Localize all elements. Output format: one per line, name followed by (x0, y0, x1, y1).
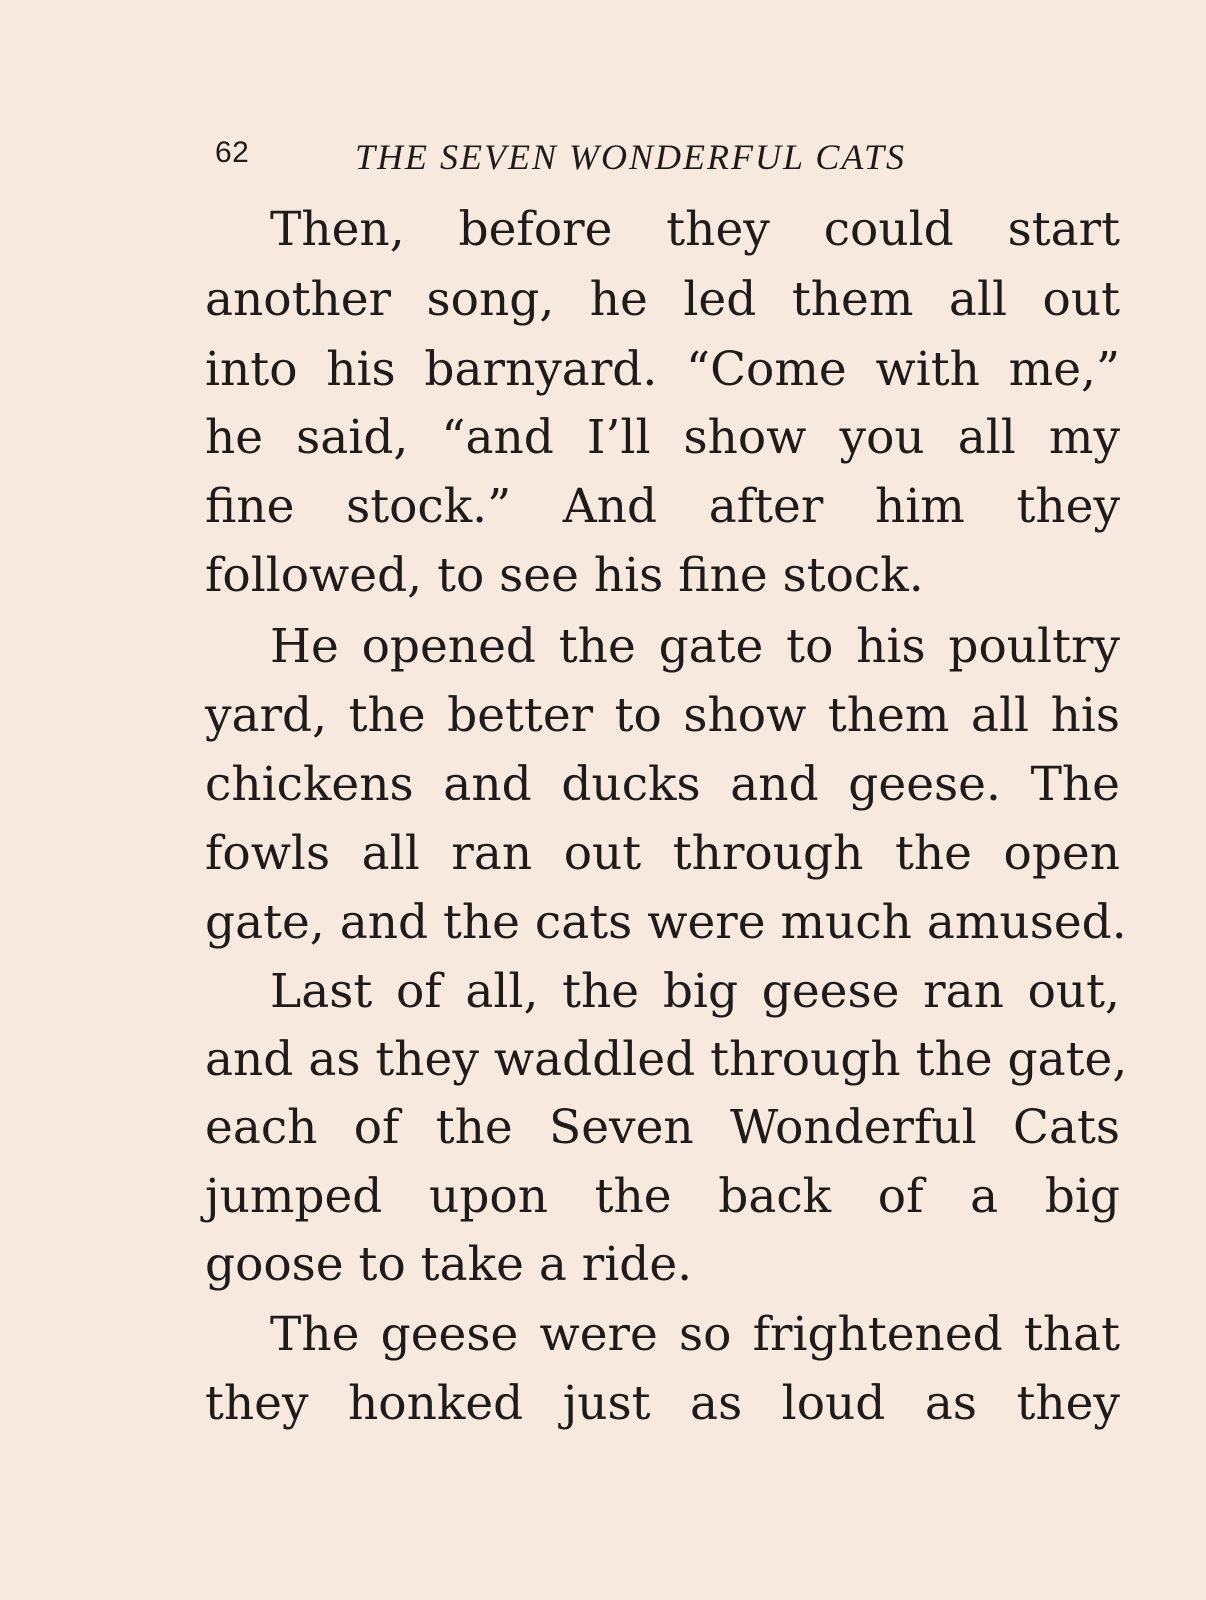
body-text-line: Then, before they could start (270, 202, 1120, 257)
body-text-line: chickens and ducks and geese. The (205, 757, 1120, 812)
body-text-line: followed, to see his fine stock. (205, 548, 924, 603)
body-text-line: into his barnyard. “Come with me,” (205, 342, 1120, 397)
running-head (215, 136, 1015, 186)
body-text-line: yard, the better to show them all his (205, 688, 1120, 743)
body-text-line: fine stock.” And after him they (205, 479, 1120, 534)
body-text-line: they honked just as loud as they (205, 1376, 1120, 1431)
body-text-line: and as they waddled through the gate, (205, 1032, 1128, 1087)
body-text-line: He opened the gate to his poultry (270, 619, 1120, 674)
running-head-title: THE SEVEN WONDERFUL CATS (355, 137, 907, 177)
body-text-line: each of the Seven Wonderful Cats (205, 1100, 1120, 1155)
body-text-line: another song, he led them all out (205, 272, 1120, 327)
body-text-line: jumped upon the back of a big (205, 1169, 1120, 1224)
body-text-line: he said, “and I’ll show you all my (205, 410, 1120, 465)
page-number: 62 (215, 136, 250, 169)
body-text-line: Last of all, the big geese ran out, (270, 964, 1120, 1019)
body-text-line: gate, and the cats were much amused. (205, 895, 1127, 950)
body-text-line: fowls all ran out through the open (205, 826, 1120, 881)
body-text-line: The geese were so frightened that (270, 1307, 1120, 1362)
body-text-line: goose to take a ride. (205, 1237, 693, 1292)
